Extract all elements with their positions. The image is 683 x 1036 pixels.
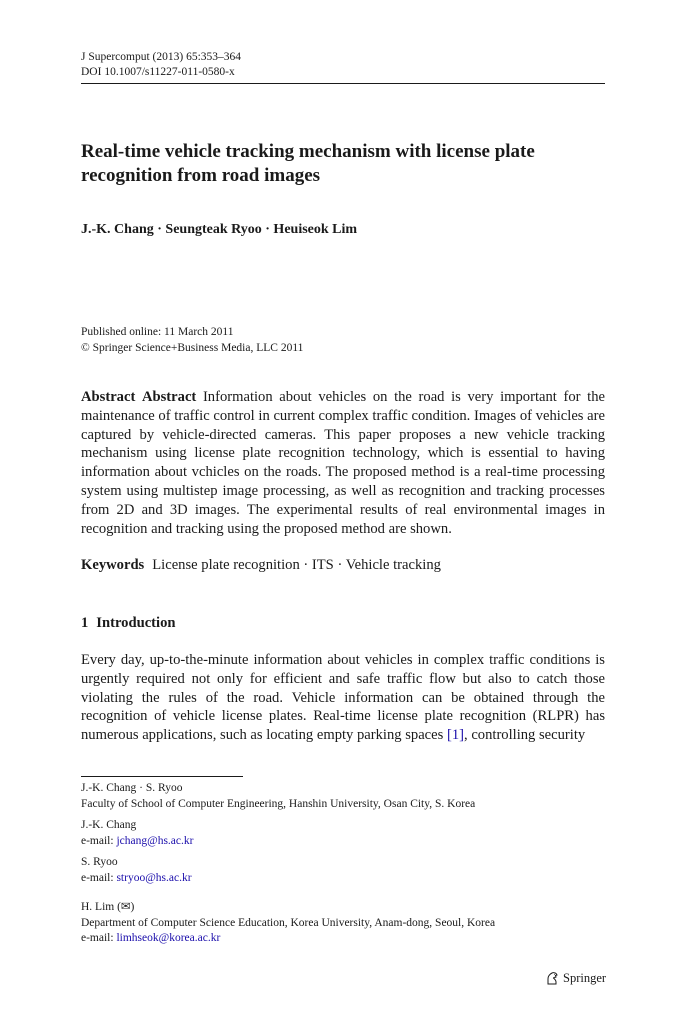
lim-email-line: [81, 931, 605, 947]
keywords-text: License plate recognition · ITS · Vehicle tracking: [152, 557, 441, 573]
abstract-label: Abstract: [81, 389, 136, 405]
keywords: [81, 556, 605, 575]
footnote-affiliation-1: [81, 781, 605, 812]
paper-title: Real-time vehicle tracking mechanism with license plate recognition from road images: [81, 141, 535, 186]
journal-header: [81, 50, 241, 80]
publisher-logo: [545, 970, 606, 986]
ryoo-email-link[interactable]: stryoo@hs.ac.kr: [116, 871, 192, 884]
affil1-names: J.-K. Chang · S. Ryoo: [81, 782, 183, 794]
email-label: e-mail:: [81, 834, 114, 847]
citation-link[interactable]: [1]: [446, 727, 465, 744]
section-number: 1: [81, 615, 89, 631]
published-date: Published online: 11 March 2011: [81, 326, 234, 338]
intro-text: Every day, up-to-the-minute information about vehicles in complex traffic conditions is urgently required not only for efficient and safe traffic flow but also to catch those violating the rules of the road. Vehicle information can be obtained through the recognition of vehicle license plates. Real-time license plate recognition (RLPR) has numerous applications, such as locating empty parking spaces: [81, 652, 605, 744]
keywords-label: Keywords: [81, 557, 145, 573]
abstract-label-2: Abstract: [141, 389, 197, 405]
lim-name: H. Lim (✉): [81, 901, 135, 913]
ryoo-name: S. Ryoo: [81, 856, 118, 868]
header-rule: [81, 83, 605, 84]
chang-name: J.-K. Chang: [81, 819, 137, 831]
chang-email-line: [81, 834, 605, 850]
email-label: e-mail:: [81, 871, 114, 884]
footnote-rule: [81, 776, 243, 777]
doi: DOI 10.1007/s11227-011-0580-x: [81, 66, 235, 78]
ryoo-email-line: [81, 871, 605, 887]
chang-email-link[interactable]: jchang@hs.ac.kr: [116, 834, 194, 847]
footnote-chang: [81, 818, 605, 849]
lim-institution: Department of Computer Science Education, Korea University, Anam-dong, Seoul, Korea: [81, 916, 496, 929]
section-heading-introduction: [81, 614, 176, 633]
affil1-institution: Faculty of School of Computer Engineering, Hanshin University, Osan City, S. Korea: [81, 797, 476, 810]
abstract: [81, 388, 605, 538]
springer-horse-icon: [545, 971, 559, 986]
footnote-lim: [81, 900, 605, 947]
footnote-ryoo: [81, 855, 605, 886]
abstract-text: Information about vehicles on the road is very important for the maintenance of traffic control in current complex traffic condition. Images of vehicles are captured by vehicle-directed cameras. This paper proposes a new vehicle tracking mechanism using license plate recognition technology, which is essential to having information about vchicles on the roads. The proposed method is a real-time processing system using multistep image processing, as well as recognition and tracking processes from 2D and 3D images. The experimental results of real environmental images in recognition and tracking using the proposed method are shown.: [81, 389, 605, 537]
journal-citation: J Supercomput (2013) 65:353–364: [81, 51, 242, 63]
publication-info: [81, 324, 303, 356]
section-title: Introduction: [96, 615, 176, 631]
author-list: J.-K. Chang · Seungteak Ryoo · Heuiseok Lim: [81, 222, 358, 237]
lim-email-link[interactable]: limhseok@korea.ac.kr: [116, 932, 221, 944]
email-label: e-mail:: [81, 932, 114, 944]
copyright: © Springer Science+Business Media, LLC 2011: [81, 342, 304, 354]
publisher-name: Springer: [563, 971, 607, 985]
intro-text-continued: , controlling security: [464, 727, 586, 744]
introduction-paragraph: [81, 651, 605, 745]
